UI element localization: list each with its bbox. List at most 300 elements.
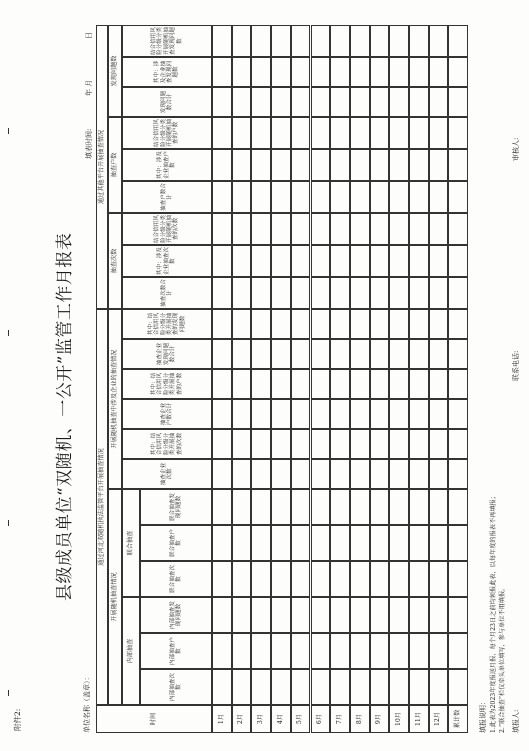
table-cell [311,369,331,399]
table-cell [330,87,350,117]
table-cell [429,87,449,117]
table-cell [232,245,252,277]
table-cell [330,561,350,597]
table-cell [271,525,291,561]
table-cell [409,525,429,561]
page-title: 县级成员单位“双随机、一公开”监管工作月报表 [55,232,75,601]
table-cell [251,369,271,399]
table-cell [311,25,331,57]
table-cell [389,309,409,339]
table-cell [448,25,468,57]
header-other-times: 抽查次数 [108,213,122,309]
table-cell [271,399,291,429]
row-label: 3月 [251,705,271,733]
table-cell [350,597,370,633]
row-label: 9月 [370,705,390,733]
row-label: 11月 [409,705,429,733]
table-cell [311,87,331,117]
table-cell [409,669,429,705]
table-cell [350,669,370,705]
table-cell [409,149,429,181]
table-cell [409,399,429,429]
table-cell [330,429,350,459]
table-cell [212,245,232,277]
table-cell [212,181,232,213]
table-cell [389,25,409,57]
table-cell [370,369,390,399]
table-cell [330,489,350,525]
table-cell [251,117,271,149]
table-cell [311,429,331,459]
table-cell [232,117,252,149]
table-cell [330,339,350,369]
table-cell [291,429,311,459]
binding-mark [8,128,9,134]
table-cell [350,633,370,669]
header-enterprise-check: 开展随机抽查中涉及企业的抽查情况 [108,309,122,489]
header-other-credit-times: 结合信用风险分级分类开展随机抽查的次数 [122,213,212,245]
table-cell [330,277,350,309]
table-cell [311,277,331,309]
table-cell [370,489,390,525]
table-cell [389,669,409,705]
header-internal: 内部抽查 [122,597,140,705]
table-cell [350,429,370,459]
row-label: 累计数 [448,705,468,733]
table-cell [429,25,449,57]
row-label: 4月 [271,705,291,733]
table-cell [232,149,252,181]
table-cell [350,561,370,597]
table-cell [370,669,390,705]
table-cell [311,57,331,87]
table-cell [212,309,232,339]
table-cell [448,309,468,339]
table-cell [330,597,350,633]
table-cell [212,149,232,181]
table-cell [409,309,429,339]
table-cell [232,633,252,669]
table-cell [232,87,252,117]
table-cell [232,459,252,489]
table-cell [370,429,390,459]
unit-name-label: 单位名称（盖章）： [83,673,91,733]
table-cell [330,369,350,399]
header-other-total-times: 抽查次数合计 [122,277,212,309]
table-cell [409,277,429,309]
table-cell [311,525,331,561]
header-enterprise-times-credit: 其中：结合信用风险分级分类开展抽查的次数 [122,429,212,459]
table-cell [251,525,271,561]
table-cell [448,597,468,633]
table-cell [291,597,311,633]
table-cell [232,277,252,309]
table-cell [448,669,468,705]
note-2: 2.“联合抽查”栏仅牵头单位填写，参与单位不用填报。 [499,584,506,733]
table-cell [251,57,271,87]
table-cell [448,181,468,213]
table-cell [370,149,390,181]
table-cell [251,149,271,181]
table-cell [370,57,390,87]
table-cell [251,633,271,669]
binding-mark [8,690,9,696]
table-cell [409,633,429,669]
table-cell [389,87,409,117]
table-cell [330,149,350,181]
table-cell [271,561,291,597]
table-cell [350,213,370,245]
table-cell [389,561,409,597]
table-cell [311,597,331,633]
table-cell [409,57,429,87]
table-cell [448,489,468,525]
header-time: 时间 [96,705,212,733]
note-1: 1.此表为2023年度报送月报，每个月23日之前均须报此表，以每年度的报表不再填报； [490,493,497,733]
header-other-users: 抽查户数 [108,117,122,213]
table-cell [448,399,468,429]
table-cell [370,277,390,309]
table-cell [429,633,449,669]
table-cell [291,309,311,339]
table-cell [232,309,252,339]
row-label: 10月 [389,705,409,733]
header-other-found: 发现问题数 [108,25,122,117]
table-cell [429,459,449,489]
table-cell [291,277,311,309]
table-cell [409,489,429,525]
table-cell [429,669,449,705]
table-cell [429,181,449,213]
table-cell [370,633,390,669]
table-cell [409,459,429,489]
table-cell [311,561,331,597]
table-cell [448,117,468,149]
table-cell [311,245,331,277]
table-cell [311,489,331,525]
table-cell [232,369,252,399]
table-cell [232,339,252,369]
fill-time-label: 填表时间: [85,128,93,159]
table-cell [311,149,331,181]
table-cell [370,525,390,561]
notes-heading: 填报说明： [479,698,487,733]
table-cell [330,399,350,429]
table-cell [271,633,291,669]
table-cell [448,57,468,87]
table-cell [389,369,409,399]
row-label: 6月 [311,705,331,733]
table-cell [212,339,232,369]
table-cell [370,213,390,245]
table-cell [409,597,429,633]
table-cell [212,399,232,429]
table-cell [232,525,252,561]
table-cell [370,117,390,149]
table-cell [271,597,291,633]
table-cell [370,87,390,117]
table-cell [271,459,291,489]
table-cell [350,181,370,213]
table-cell [429,369,449,399]
table-cell [212,25,232,57]
header-joint-times: 联合抽查次数 [140,561,212,597]
table-cell [389,429,409,459]
table-cell [291,525,311,561]
table-cell [350,525,370,561]
table-cell [291,117,311,149]
header-random-check: 开展随机抽查情况 [108,489,122,705]
table-cell [311,309,331,339]
table-cell [251,399,271,429]
table-cell [370,309,390,339]
table-cell [251,213,271,245]
row-label: 2月 [232,705,252,733]
fill-time-day: 日 [85,32,93,39]
header-other-total-users: 抽查户数合计 [122,181,212,213]
table-cell [448,561,468,597]
table-cell [389,245,409,277]
table-cell [271,277,291,309]
table-cell [350,117,370,149]
table-cell [251,669,271,705]
table-cell [330,633,350,669]
table-cell [271,369,291,399]
table-cell [232,429,252,459]
header-joint-users: 联合抽查户数 [140,525,212,561]
table-cell [350,369,370,399]
table-cell [350,245,370,277]
table-cell [429,245,449,277]
table-cell [448,213,468,245]
table-cell [232,489,252,525]
table-cell [448,339,468,369]
table-cell [212,489,232,525]
table-cell [429,561,449,597]
table-cell [409,87,429,117]
table-cell [251,339,271,369]
table-cell [251,597,271,633]
table-cell [409,245,429,277]
header-group-other: 通过其他平台开展抽查情况 [96,25,108,309]
table-cell [389,399,409,429]
table-cell [311,459,331,489]
header-enterprise-found-credit: 其中：结合信用风险分级分类开展抽查的发现问题数 [122,309,212,339]
table-cell [389,117,409,149]
table-cell [429,429,449,459]
table-cell [271,149,291,181]
table-cell [311,181,331,213]
header-enterprise-found: 抽查企业发现问题数合计 [122,339,212,369]
table-cell [389,213,409,245]
row-label: 1月 [212,705,232,733]
table-cell [251,25,271,57]
table-cell [271,213,291,245]
table-cell [212,525,232,561]
table-cell [389,525,409,561]
table-cell [350,277,370,309]
table-cell [212,87,232,117]
table-cell [311,213,331,245]
table-cell [350,459,370,489]
table-cell [429,149,449,181]
header-internal-found: 内部抽查发现问题数 [140,597,212,633]
table-cell [291,213,311,245]
header-other-enterprise-users: 其中：涉及企业抽查户数 [122,149,212,181]
table-cell [350,87,370,117]
header-internal-times: 内部抽查次数 [140,669,212,705]
table-cell [350,489,370,525]
table-cell [330,25,350,57]
table-cell [429,399,449,429]
table-cell [389,181,409,213]
table-cell [448,369,468,399]
table-cell [212,459,232,489]
table-cell [409,369,429,399]
table-cell [212,117,232,149]
header-joint-found: 联合抽查发现问题数 [140,489,212,525]
table-cell [251,245,271,277]
report-table [96,25,468,733]
table-cell [448,633,468,669]
table-cell [212,429,232,459]
table-cell [212,561,232,597]
table-cell [350,149,370,181]
table-cell [311,399,331,429]
table-cell [291,87,311,117]
table-cell [389,597,409,633]
table-cell [212,633,232,669]
table-cell [271,57,291,87]
row-label: 12月 [429,705,449,733]
table-cell [291,669,311,705]
binding-mark [8,520,9,526]
table-cell [271,669,291,705]
table-cell [251,429,271,459]
table-cell [448,525,468,561]
table-cell [409,117,429,149]
table-cell [271,117,291,149]
header-enterprise-users: 抽查企业户数合计 [122,399,212,429]
table-cell [232,25,252,57]
table-cell [350,57,370,87]
phone-label: 联系电话: [512,350,520,381]
table-cell [311,633,331,669]
table-cell [232,561,252,597]
table-cell [291,339,311,369]
table-cell [448,277,468,309]
table-cell [350,399,370,429]
table-cell [251,561,271,597]
table-cell [232,213,252,245]
table-cell [271,309,291,339]
table-cell [311,669,331,705]
table-cell [429,489,449,525]
table-cell [311,339,331,369]
table-cell [448,429,468,459]
table-cell [389,277,409,309]
table-cell [370,459,390,489]
table-cell [389,489,409,525]
table-cell [330,245,350,277]
table-cell [409,213,429,245]
table-cell [271,25,291,57]
fill-time-year-month: 年 月 [85,79,93,96]
table-cell [330,213,350,245]
table-cell [389,459,409,489]
table-cell [429,525,449,561]
table-cell [350,339,370,369]
reviewer-label: 审核人: [512,137,520,161]
table-cell [370,181,390,213]
table-cell [291,399,311,429]
table-cell [448,245,468,277]
table-cell [212,213,232,245]
table-cell [251,309,271,339]
header-other-total-found: 发现问题数合计 [122,87,212,117]
table-cell [409,181,429,213]
table-cell [409,339,429,369]
table-cell [330,669,350,705]
table-cell [370,597,390,633]
header-other-credit-users: 结合信用风险分级分类开展随机抽查的户数 [122,117,212,149]
table-cell [429,309,449,339]
table-cell [350,309,370,339]
table-cell [232,181,252,213]
table-cell [389,149,409,181]
table-cell [330,117,350,149]
header-other-enterprise-found: 其中：涉及企业抽查发现问题数 [122,57,212,87]
table-cell [429,277,449,309]
table-cell [291,245,311,277]
row-label: 7月 [330,705,350,733]
table-cell [311,117,331,149]
table-cell [330,309,350,339]
table-cell [429,57,449,87]
header-enterprise-users-credit: 其中：结合信用风险分级分类开展抽查的户数 [122,369,212,399]
table-cell [330,57,350,87]
header-joint: 联合抽查 [122,489,140,597]
table-cell [291,25,311,57]
filler-label: 填报人: [512,709,520,733]
header-other-enterprise-times: 其中：涉及企业抽查次数 [122,245,212,277]
table-cell [291,181,311,213]
table-cell [232,399,252,429]
table-cell [251,181,271,213]
table-cell [429,117,449,149]
table-cell [271,181,291,213]
table-cell [448,87,468,117]
table-cell [271,245,291,277]
table-cell [409,561,429,597]
header-group-platform: 通过河北双随机执法监管平台开展抽查情况 [96,309,108,705]
header-other-credit-found: 结合信用风险分级分类开展随机抽查发现问题数 [122,25,212,57]
table-cell [370,245,390,277]
table-cell [291,633,311,669]
row-label: 8月 [350,705,370,733]
table-cell [212,369,232,399]
table-cell [330,181,350,213]
table-cell [370,561,390,597]
table-cell [448,459,468,489]
table-cell [370,25,390,57]
table-cell [429,339,449,369]
table-cell [212,277,232,309]
table-cell [232,597,252,633]
table-cell [370,339,390,369]
table-cell [389,633,409,669]
table-cell [232,57,252,87]
